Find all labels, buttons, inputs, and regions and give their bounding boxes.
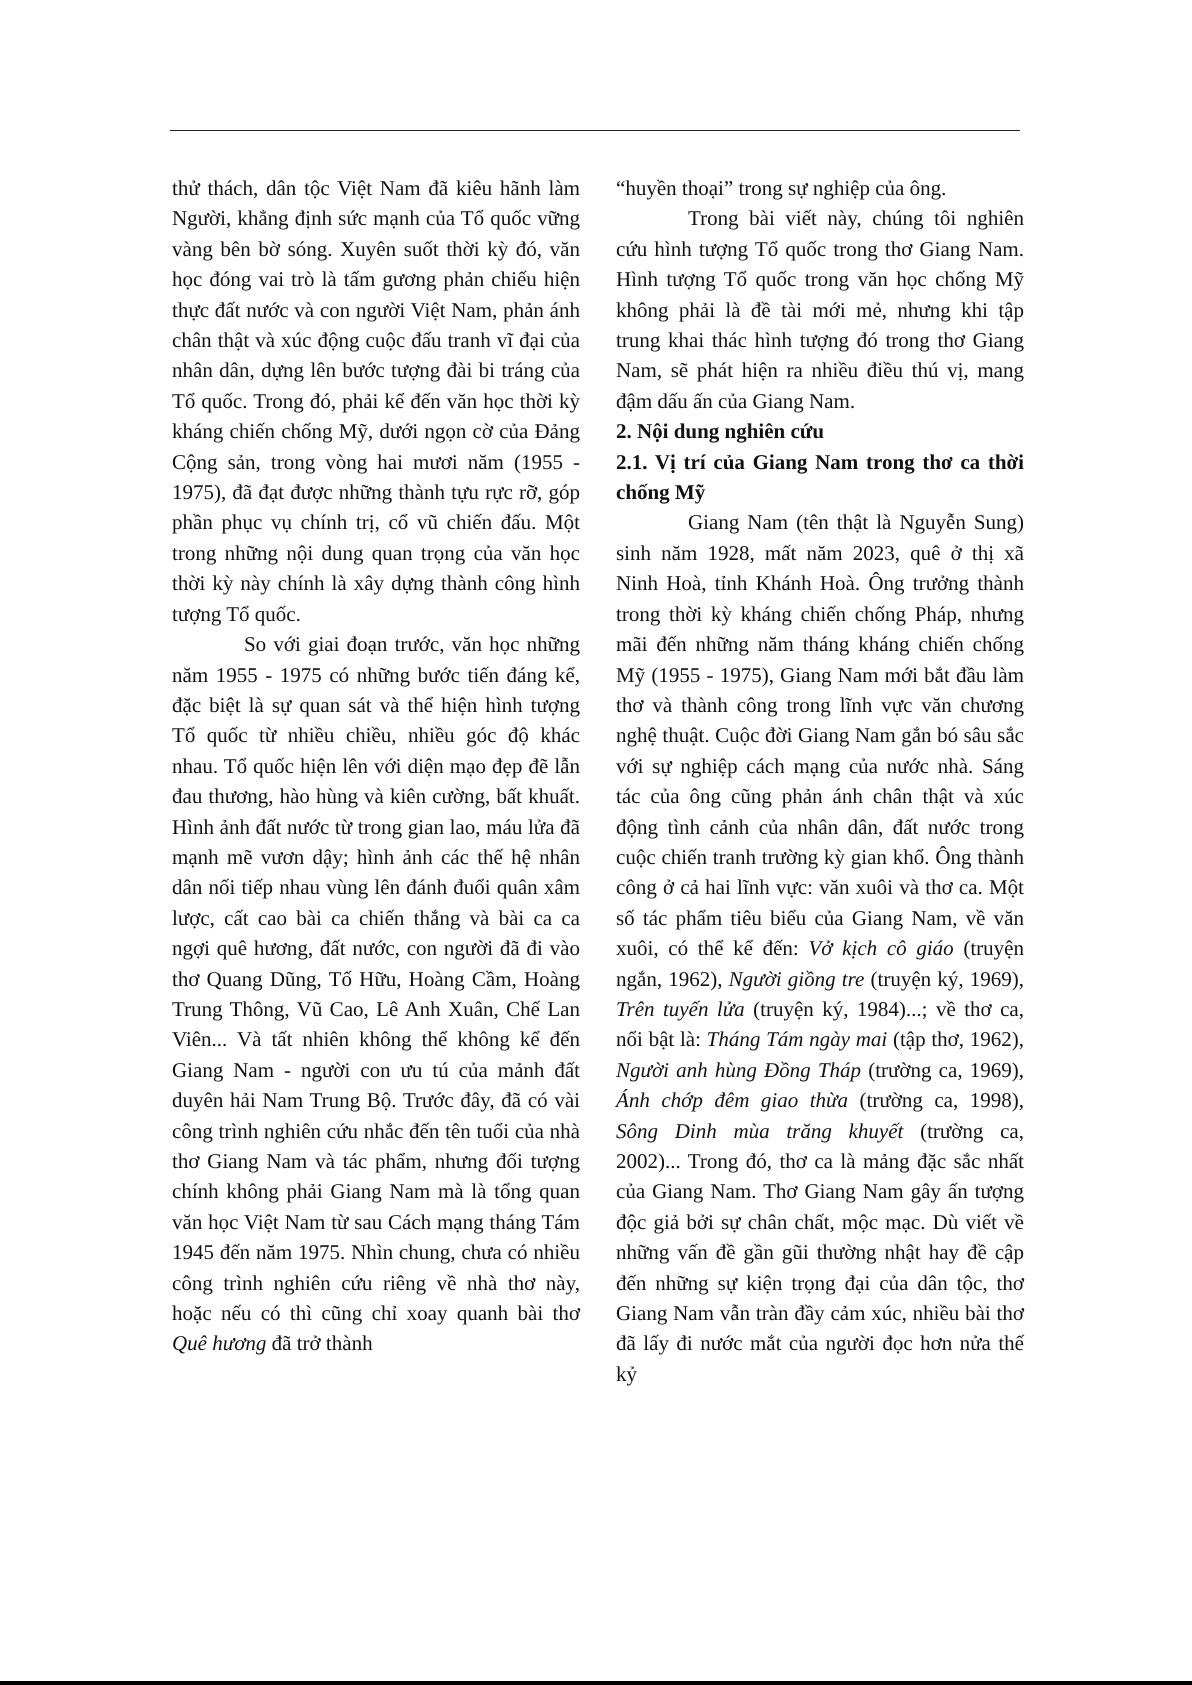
work-note-3: (truyện ký, 1984)...; về thơ ca, nổi bật là: (616, 996, 1025, 1052)
left-paragraph-2-text: So với giai đoạn trước, văn học những năm 1955 - 1975 có những bước tiến đáng kể, đặc biệt là sự quan sát và thể hiện hình tượng Tổ quốc từ nhiều chiều, nhiều góc độ khác nhau. Tổ quốc hiện lên với diện mạo đẹp đẽ lẫn đau thương, hào hùng và kiên cường, bất khuất. Hình ảnh đất nước từ trong gian lao, máu lửa đã mạnh mẽ vươn dậy; hình ảnh các thế hệ nhân dân nối tiếp nhau vùng lên đánh đuổi quân xâm lược, cất cao bài ca chiến thắng và bài ca ca ngợi quê hương, đất nước, con người đã đi vào thơ Quang Dũng, Tố Hữu, Hoàng Cầm, Hoàng Trung Thông, Vũ Cao, Lê Anh Xuân, Chế Lan Viên... Và tất nhiên không thể không kể đến Giang Nam - người con ưu tú của mảnh đất duyên hải Nam Trung Bộ. Trước đây, đã có vài công trình nghiên cứu nhắc đến tên tuổi của nhà thơ Giang Nam và tác phẩm, nhưng đối tượng chính không phải Giang Nam mà là tổng quan văn học Việt Nam từ sau Cách mạng tháng Tám 1945 đến năm 1975. Nhìn chung, chưa có nhiều công trình nghiên cứu riêng về nhà thơ này, hoặc nếu có thì cũng chỉ xoay quanh bài thơ (172, 632, 580, 1326)
right-paragraph-2 (616, 507, 1024, 1389)
work-title-4: Tháng Tám ngày mai (706, 1027, 888, 1052)
work-title-6: Ánh chớp đêm giao thừa (616, 1088, 849, 1113)
work-title-1: Vở kịch cô giáo (808, 936, 954, 961)
header-rule (170, 130, 1020, 131)
subsection-heading-2-1: 2.1. Vị trí của Giang Nam trong thơ ca thời chống Mỹ (616, 449, 1024, 505)
right-column (616, 173, 1024, 1389)
work-note-2: (truyện ký, 1969), (864, 966, 1024, 991)
right-paragraph-1: Trong bài viết này, chúng tôi nghiên cứu hình tượng Tổ quốc trong thơ Giang Nam. Hình tượng Tổ quốc trong văn học chống Mỹ không phải là đề tài mới mẻ, nhưng khi tập trung khai thác hình tượng đó trong thơ Giang Nam, sẽ phát hiện ra nhiều điều thú vị, mang đậm dấu ấn của Giang Nam. (616, 206, 1024, 413)
left-paragraph-1: thử thách, dân tộc Việt Nam đã kiêu hãnh làm Người, khẳng định sức mạnh của Tổ quốc vững vàng bên bờ sóng. Xuyên suốt thời kỳ đó, văn học đóng vai trò là tấm gương phản chiếu hiện thực đất nước và con người Việt Nam, phản ánh chân thật và xúc động cuộc đấu tranh vĩ đại của nhân dân, dựng lên bước tượng đài bi tráng của Tổ quốc. Trong đó, phải kể đến văn học thời kỳ kháng chiến chống Mỹ, dưới ngọn cờ của Đảng Cộng sản, trong vòng hai mươi năm (1955 - 1975), đã đạt được những thành tựu rực rỡ, góp phần phục vụ chính trị, cổ vũ chiến đấu. Một trong những nội dung quan trọng của văn học thời kỳ này chính là xây dựng thành công hình tượng Tổ quốc. (172, 176, 580, 626)
work-note-7: (trường ca, 2002)... Trong đó, thơ ca là mảng đặc sắc nhất của Giang Nam. Thơ Giang Nam gây ấn tượng độc giả bởi sự chân chất, mộc mạc. Dù viết về những vấn đề gần gũi thường nhật hay đề cập đến những sự kiện trọng đại của dân tộc, thơ Giang Nam vẫn tràn đầy cảm xúc, nhiều bài thơ đã lấy đi nước mắt của người đọc hơn nửa thế kỷ (616, 1118, 1024, 1386)
poem-title-que-huong: Quê hương (172, 1331, 267, 1356)
right-paragraph-2-text: Giang Nam (tên thật là Nguyễn Sung) sinh năm 1928, mất năm 2023, quê ở thị xã Ninh Hoà, tỉnh Khánh Hoà. Ông trưởng thành trong thời kỳ kháng chiến chống Pháp, nhưng mãi đến những năm tháng kháng chiến chống Mỹ (1955 - 1975), Giang Nam mới bắt đầu làm thơ và thành công trong lĩnh vực văn chương nghệ thuật. Cuộc đời Giang Nam gắn bó sâu sắc với sự nghiệp cách mạng của nước nhà. Sáng tác của ông cũng phản ánh chân thật và xúc động tình cảnh của nhân dân, đất nước trong cuộc chiến tranh trường kỳ gian khổ. Ông thành công ở cả hai lĩnh vực: văn xuôi và thơ ca. Một số tác phẩm tiêu biểu của Giang Nam, về văn xuôi, có thể kể đến: (616, 510, 1024, 961)
left-paragraph-2-end: đã trở thành (266, 1331, 373, 1356)
left-column (172, 173, 580, 1359)
work-note-6: (trường ca, 1998), (848, 1088, 1024, 1113)
work-note-4: (tập thơ, 1962), (887, 1027, 1024, 1052)
bottom-edge-bar (0, 1681, 1192, 1685)
work-title-2: Người giồng tre (728, 966, 865, 991)
section-heading-2: 2. Nội dung nghiên cứu (616, 419, 825, 444)
right-paragraph-0: “huyền thoại” trong sự nghiệp của ông. (616, 176, 947, 200)
work-title-3: Trên tuyến lửa (616, 996, 745, 1021)
work-title-5: Người anh hùng Đồng Tháp (616, 1057, 862, 1082)
left-paragraph-2 (172, 629, 580, 1359)
work-note-1: (truyện ngắn, 1962), (616, 936, 1024, 991)
work-note-5: (trường ca, 1969), (861, 1057, 1024, 1082)
work-title-7: Sông Dinh mùa trăng khuyết (616, 1118, 904, 1143)
